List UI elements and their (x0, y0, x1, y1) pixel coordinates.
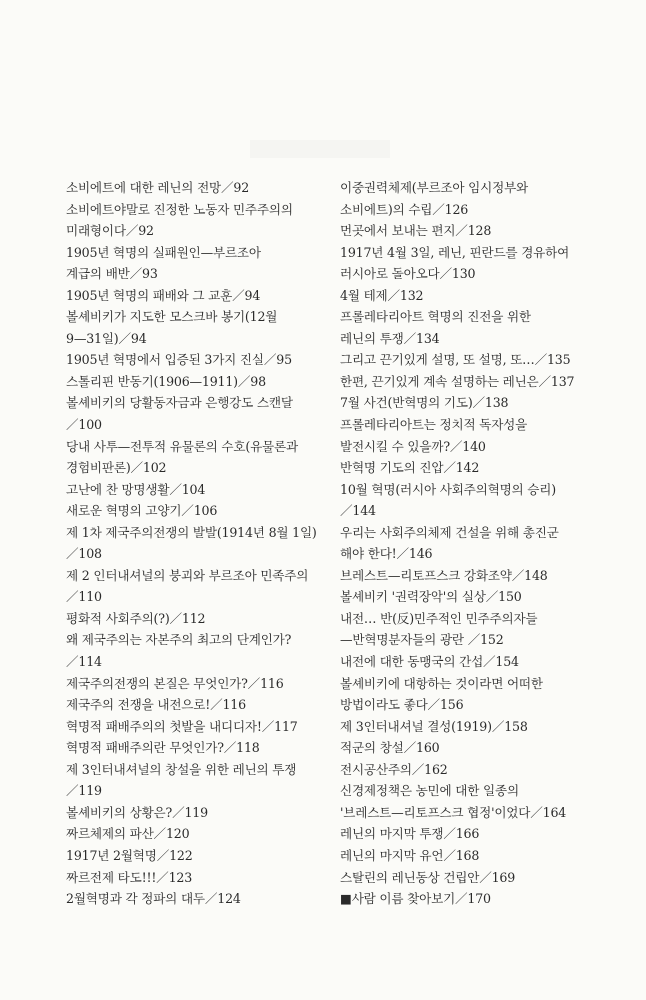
toc-entry-line: ／144 (340, 503, 376, 519)
toc-entry-line: 제국주의 전쟁을 내전으로!／116 (66, 697, 246, 713)
toc-entry-line: ／108 (66, 546, 102, 562)
toc-entry-line: 짜르전제 타도!!!／123 (66, 869, 193, 885)
toc-entry-line: 전시공산주의／162 (340, 761, 448, 777)
toc-entry-line: 제 2 인터내셔널의 붕괴와 부르조아 민족주의 (66, 567, 309, 583)
bleed-through-shadow (250, 140, 390, 158)
toc-entry-line: 4월 테제／132 (340, 287, 424, 303)
toc-entry-line: 레닌의 마지막 투쟁／166 (340, 826, 480, 842)
toc-entry-line: —반혁명분자들의 광란 ／152 (340, 632, 504, 648)
toc-entry-line: 혁명적 패배주의란 무엇인가?／118 (66, 740, 260, 756)
toc-entry-line: 1917년 2월혁명／122 (66, 847, 193, 863)
toc-entry-line: 볼셰비키가 지도한 모스크바 봉기(12월 (66, 309, 278, 325)
toc-entry-line: 먼곳에서 보내는 편지／128 (340, 223, 492, 239)
toc-entry-line: 1905년 혁명의 패배와 그 교훈／94 (66, 287, 261, 303)
toc-entry-line: 왜 제국주의는 자본주의 최고의 단계인가? (66, 632, 292, 648)
toc-entry-line: 당내 사투—전투적 유물론의 수호(유물론과 (66, 438, 298, 454)
toc-entry-line: 그리고 끈기있게 설명, 또 설명, 또…／135 (340, 352, 571, 368)
toc-right-column (340, 177, 630, 910)
toc-left-column (66, 177, 326, 910)
toc-entry-line: 적군의 창설／160 (340, 740, 440, 756)
toc-entry-line: 미래형이다／92 (66, 223, 154, 239)
toc-entry-line: 레닌의 마지막 유언／168 (340, 847, 480, 863)
toc-entry-line: 스탈린의 레닌동상 건립안／169 (340, 869, 516, 885)
toc-entry-line: 짜르체제의 파산／120 (66, 826, 190, 842)
toc-entry-line: 러시아로 돌아오다／130 (340, 266, 476, 282)
toc-entry-line: 우리는 사회주의체제 건설을 위해 총진군 (340, 524, 559, 540)
toc-entry-line: 새로운 혁명의 고양기／106 (66, 503, 218, 519)
toc-entry-line: 볼셰비키에 대항하는 것이라면 어떠한 (340, 675, 543, 691)
toc-entry-line: 내전에 대한 동맹국의 간섭／154 (340, 654, 519, 670)
toc-entry-line: 방법이라도 좋다／156 (340, 697, 464, 713)
toc-entry-line: 제 3인터내셔널의 창설을 위한 레닌의 투쟁 (66, 761, 297, 777)
toc-entry-line: 레닌의 투쟁／134 (340, 330, 440, 346)
toc-entry-line: 볼셰비키의 상황은?／119 (66, 804, 208, 820)
toc-entry-line: 소비에트야말로 진정한 노동자 민주주의의 (66, 201, 293, 217)
toc-entry-line: 제국주의전쟁의 본질은 무엇인가?／116 (66, 675, 284, 691)
toc-entry-line: 신경제정책은 농민에 대한 일종의 (340, 783, 519, 799)
toc-entry-line: 1917년 4월 3일, 레닌, 핀란드를 경유하여 (340, 244, 570, 260)
toc-entry-line: 10월 혁명(러시아 사회주의혁명의 승리) (340, 481, 556, 497)
toc-entry-line: 내전… 반(反)민주적인 민주주의자들 (340, 610, 538, 626)
toc-entry-line: ／119 (66, 783, 102, 799)
toc-entry-line: 7월 사건(반혁명의 기도)／138 (340, 395, 509, 411)
toc-entry-line: 2월혁명과 각 정파의 대두／124 (66, 891, 241, 907)
toc-entry-line: 1905년 혁명에서 입증된 3가지 진실／95 (66, 352, 292, 368)
toc-entry-line: 소비에트)의 수립／126 (340, 201, 469, 217)
toc-entry-line: 평화적 사회주의(?)／112 (66, 610, 206, 626)
toc-entry-line: 제 1차 제국주의전쟁의 발발(1914년 8월 1일) (66, 524, 317, 540)
toc-entry-line: 해야 한다!／146 (340, 546, 433, 562)
toc-entry-line: 계급의 배반／93 (66, 266, 158, 282)
toc-entry-line: 반혁명 기도의 진압／142 (340, 460, 480, 476)
toc-entry-line: 제 3인터내셔널 결성(1919)／158 (340, 718, 528, 734)
toc-entry-line: ■사람 이름 찾아보기／170 (340, 891, 491, 907)
toc-entry-line: 발전시킬 수 있을까?／140 (340, 438, 486, 454)
toc-entry-line: 프롤레타리아트는 정치적 독자성을 (340, 417, 528, 433)
toc-entry-line: 프롤레타리아트 혁명의 진전을 위한 (340, 309, 531, 325)
toc-entry-line: 경험비판론)／102 (66, 460, 167, 476)
toc-entry-line: 볼셰비키 '권력장악'의 실상／150 (340, 589, 522, 605)
toc-entry-line: ／114 (66, 654, 102, 670)
toc-entry-line: 9—31일)／94 (66, 330, 147, 346)
toc-entry-line: 1905년 혁명의 실패원인—부르조아 (66, 244, 261, 260)
toc-entry-line: ／100 (66, 417, 102, 433)
toc-entry-line: 스톨리핀 반동기(1906—1911)／98 (66, 373, 266, 389)
toc-entry-line: 소비에트에 대한 레닌의 전망／92 (66, 180, 250, 195)
toc-entry-line: 혁명적 패배주의의 첫발을 내디디자!／117 (66, 718, 298, 734)
toc-entry-line: '브레스트—리토프스크 협정'이었다／164 (340, 804, 567, 820)
toc-entry-line: 브레스트—리토프스크 강화조약／148 (340, 567, 548, 583)
toc-entry-line: ／110 (66, 589, 102, 605)
toc-entry-line: 볼셰비키의 당활동자금과 은행강도 스캔달 (66, 395, 293, 411)
toc-entry-line: 고난에 찬 망명생활／104 (66, 481, 206, 497)
toc-entry-line: 한편, 끈기있게 계속 설명하는 레닌은／137 (340, 373, 575, 389)
toc-entry-line: 이중권력체제(부르조아 임시정부와 (340, 180, 528, 195)
